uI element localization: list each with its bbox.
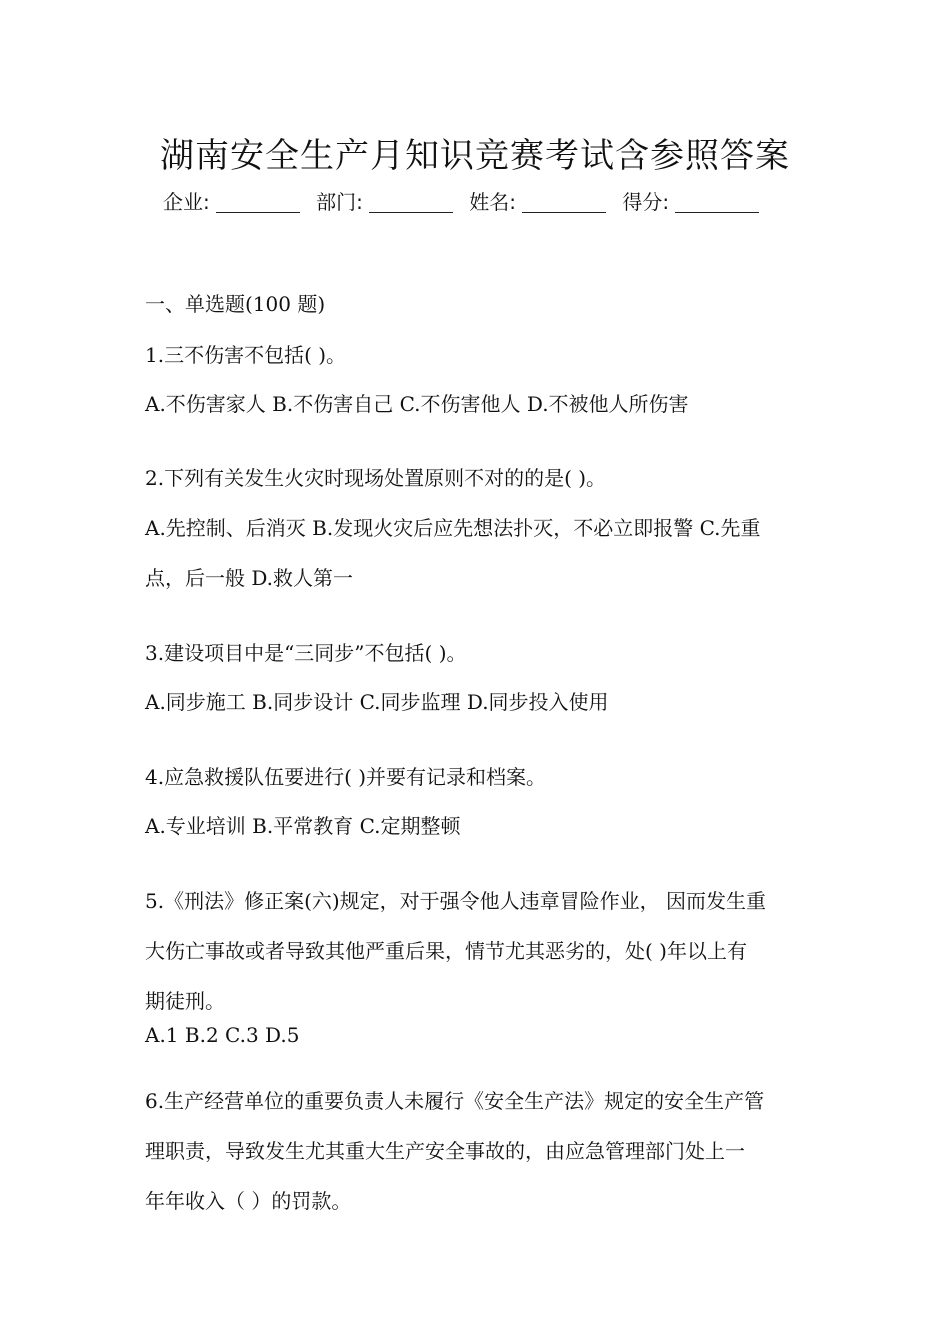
score-field [622,186,759,215]
question-5-stem-line-3: 期徒刑。 [145,989,225,1013]
question-2-options-line-1: A.先控制、后消灭 B.发现火灾后应先想法扑灭，不必立即报警 C.先重 [145,516,761,540]
score-blank-line [675,192,759,213]
question-6-stem-line-3: 年年收入（ ）的罚款。 [145,1189,352,1213]
question-3-options: A.同步施工 B.同步设计 C.同步监理 D.同步投入使用 [145,690,609,714]
name-blank-line [522,192,606,213]
question-1-options: A.不伤害家人 B.不伤害自己 C.不伤害他人 D.不被他人所伤害 [145,392,689,416]
name-field [469,186,606,215]
department-label: 部门: [316,190,363,214]
department-field [316,186,453,215]
company-field [163,186,300,215]
question-6-stem-line-2: 理职责，导致发生尤其重大生产安全事故的，由应急管理部门处上一 [145,1139,745,1163]
question-3-stem: 3.建设项目中是“三同步”不包括( )。 [145,641,467,665]
company-blank-line [216,192,300,213]
question-6-stem-line-1: 6.生产经营单位的重要负责人未履行《安全生产法》规定的安全生产管 [145,1089,765,1113]
question-4-options: A.专业培训 B.平常教育 C.定期整顿 [145,814,461,838]
section-heading: 一、单选题(100 题) [145,292,326,316]
name-label: 姓名: [469,190,516,214]
question-2-options-line-2: 点，后一般 D.救人第一 [145,566,354,590]
question-5-stem-line-1: 5.《刑法》修正案(六)规定，对于强令他人违章冒险作业， 因而发生重 [145,889,767,913]
question-5-options: A.1 B.2 C.3 D.5 [145,1023,300,1047]
department-blank-line [369,192,453,213]
question-5-stem-line-2: 大伤亡事故或者导致其他严重后果，情节尤其恶劣的，处( )年以上有 [145,939,747,963]
document-title: 湖南安全生产月知识竞赛考试含参照答案 [160,136,790,176]
info-fields-row [163,186,769,215]
company-label: 企业: [163,190,210,214]
question-1-stem: 1.三不伤害不包括( )。 [145,343,347,367]
question-2-stem: 2.下列有关发生火灾时现场处置原则不对的的是( )。 [145,466,607,490]
question-4-stem: 4.应急救援队伍要进行( )并要有记录和档案。 [145,765,547,789]
score-label: 得分: [622,190,670,214]
